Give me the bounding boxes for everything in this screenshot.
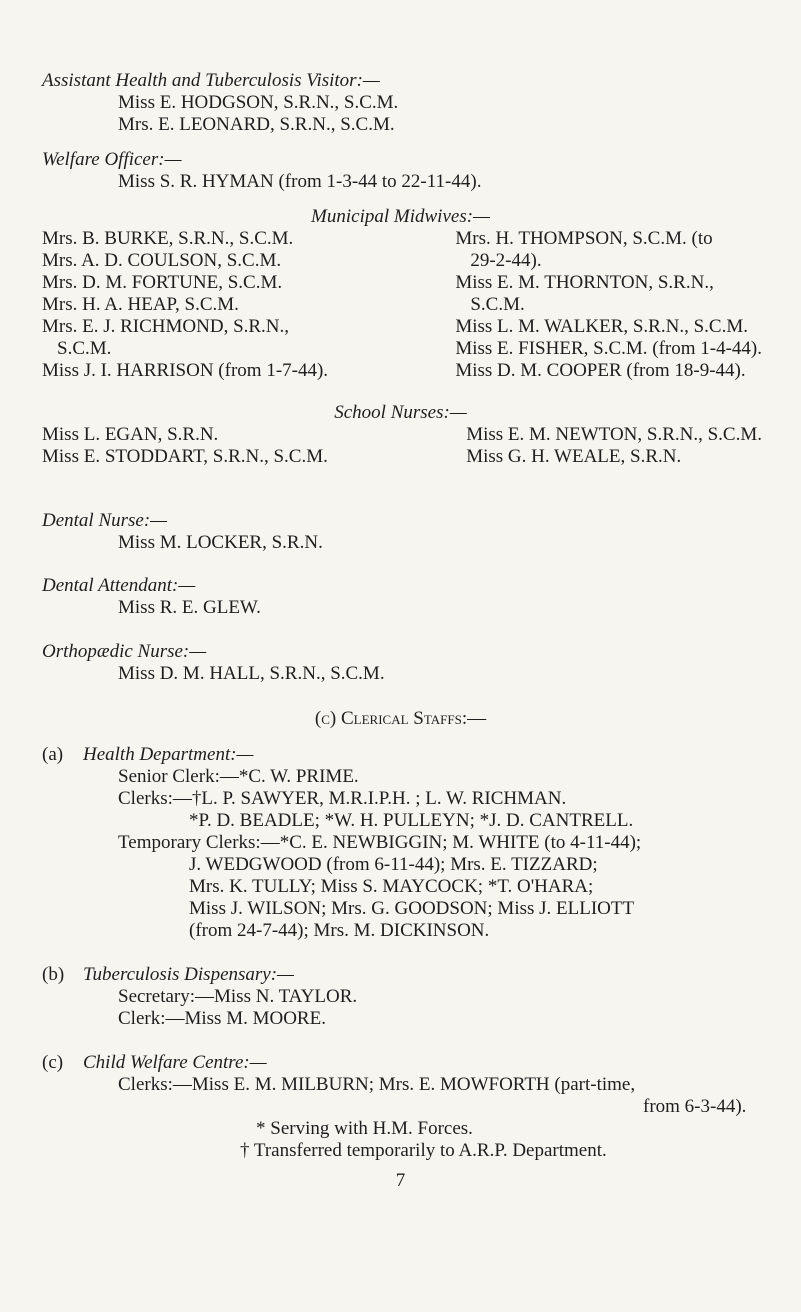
health-line: Miss J. WILSON; Mrs. G. GOODSON; Miss J. ELLIOTT bbox=[189, 898, 635, 919]
school-nurse-entry: Miss E. M. NEWTON, S.R.N., S.C.M. bbox=[466, 424, 762, 445]
health-line: Temporary Clerks:—*C. E. NEWBIGGIN; M. WHITE (to 4-11-44); bbox=[118, 832, 642, 853]
tb-line: Secretary:—Miss N. TAYLOR. bbox=[118, 986, 358, 1007]
school-nurses-right bbox=[466, 424, 762, 468]
welfare-officer-heading: Welfare Officer:— bbox=[42, 149, 182, 170]
midwife-entry-continued: 29-2-44). bbox=[470, 250, 542, 271]
tb-line: Clerk:—Miss M. MOORE. bbox=[118, 1008, 326, 1029]
midwife-entry: Miss E. M. THORNTON, S.R.N., bbox=[455, 272, 714, 293]
dental-attendant-line: Miss R. E. GLEW. bbox=[118, 597, 261, 618]
midwives-heading: Municipal Midwives:— bbox=[311, 206, 490, 227]
health-heading: Health Department:— bbox=[83, 744, 254, 765]
midwife-entry: Mrs. H. A. HEAP, S.C.M. bbox=[42, 294, 239, 315]
health-line: J. WEDGWOOD (from 6-11-44); Mrs. E. TIZZARD; bbox=[189, 854, 598, 875]
welfare-officer-line-1: Miss S. R. HYMAN (from 1-3-44 to 22-11-44). bbox=[118, 171, 482, 192]
health-line: Senior Clerk:—*C. W. PRIME. bbox=[118, 766, 359, 787]
dental-nurse-heading: Dental Nurse:— bbox=[42, 510, 168, 531]
midwife-entry: Miss E. FISHER, S.C.M. (from 1-4-44). bbox=[455, 338, 762, 359]
midwife-entry: Miss D. M. COOPER (from 18-9-44). bbox=[455, 360, 746, 381]
midwife-entry: Mrs. E. J. RICHMOND, S.R.N., bbox=[42, 316, 290, 337]
school-nurses-columns bbox=[42, 424, 762, 468]
footnote-forces: * Serving with H.M. Forces. bbox=[256, 1118, 473, 1139]
child-line: Clerks:—Miss E. M. MILBURN; Mrs. E. MOWFORTH (part-time, bbox=[118, 1074, 636, 1095]
midwife-entry-continued: S.C.M. bbox=[470, 294, 525, 315]
midwives-left-column bbox=[42, 228, 328, 382]
child-line: from 6-3-44). bbox=[643, 1096, 747, 1117]
school-nurse-entry: Miss G. H. WEALE, S.R.N. bbox=[466, 446, 682, 467]
orthopaedic-line: Miss D. M. HALL, S.R.N., S.C.M. bbox=[118, 663, 385, 684]
child-label: (c) bbox=[42, 1052, 64, 1073]
midwife-entry-continued: S.C.M. bbox=[57, 338, 112, 359]
footnote-transferred: † Transferred temporarily to A.R.P. Department. bbox=[240, 1140, 607, 1161]
clerical-heading: (c) Clerical Staffs:— bbox=[314, 708, 487, 729]
midwife-entry: Mrs. D. M. FORTUNE, S.C.M. bbox=[42, 272, 283, 293]
health-label: (a) bbox=[42, 744, 64, 765]
health-line: *P. D. BEADLE; *W. H. PULLEYN; *J. D. CANTRELL. bbox=[189, 810, 634, 831]
orthopaedic-heading: Orthopædic Nurse:— bbox=[42, 641, 207, 662]
school-nurse-entry: Miss L. EGAN, S.R.N. bbox=[42, 424, 219, 445]
asst-visitor-line-2: Mrs. E. LEONARD, S.R.N., S.C.M. bbox=[118, 114, 395, 135]
asst-visitor-heading: Assistant Health and Tuberculosis Visitor:— bbox=[42, 70, 380, 91]
school-nurse-entry: Miss E. STODDART, S.R.N., S.C.M. bbox=[42, 446, 328, 467]
midwives-right-column bbox=[455, 228, 762, 382]
health-line: Mrs. K. TULLY; Miss S. MAYCOCK; *T. O'HARA; bbox=[189, 876, 594, 897]
midwives-columns bbox=[42, 228, 762, 382]
school-nurses-left bbox=[42, 424, 328, 468]
midwife-entry: Mrs. B. BURKE, S.R.N., S.C.M. bbox=[42, 228, 294, 249]
dental-attendant-heading: Dental Attendant:— bbox=[42, 575, 196, 596]
asst-visitor-line-1: Miss E. HODGSON, S.R.N., S.C.M. bbox=[118, 92, 399, 113]
dental-nurse-line: Miss M. LOCKER, S.R.N. bbox=[118, 532, 323, 553]
midwife-entry: Mrs. H. THOMPSON, S.C.M. (to bbox=[455, 228, 713, 249]
tb-heading: Tuberculosis Dispensary:— bbox=[83, 964, 294, 985]
midwife-entry: Mrs. A. D. COULSON, S.C.M. bbox=[42, 250, 282, 271]
page-number: 7 bbox=[395, 1170, 406, 1191]
midwife-entry: Miss L. M. WALKER, S.R.N., S.C.M. bbox=[455, 316, 748, 337]
school-nurses-heading: School Nurses:— bbox=[334, 402, 467, 423]
health-line: Clerks:—†L. P. SAWYER, M.R.I.P.H. ; L. W. RICHMAN. bbox=[118, 788, 567, 809]
health-line: (from 24-7-44); Mrs. M. DICKINSON. bbox=[189, 920, 490, 941]
midwife-entry: Miss J. I. HARRISON (from 1-7-44). bbox=[42, 360, 329, 381]
tb-label: (b) bbox=[42, 964, 65, 985]
child-heading: Child Welfare Centre:— bbox=[83, 1052, 267, 1073]
